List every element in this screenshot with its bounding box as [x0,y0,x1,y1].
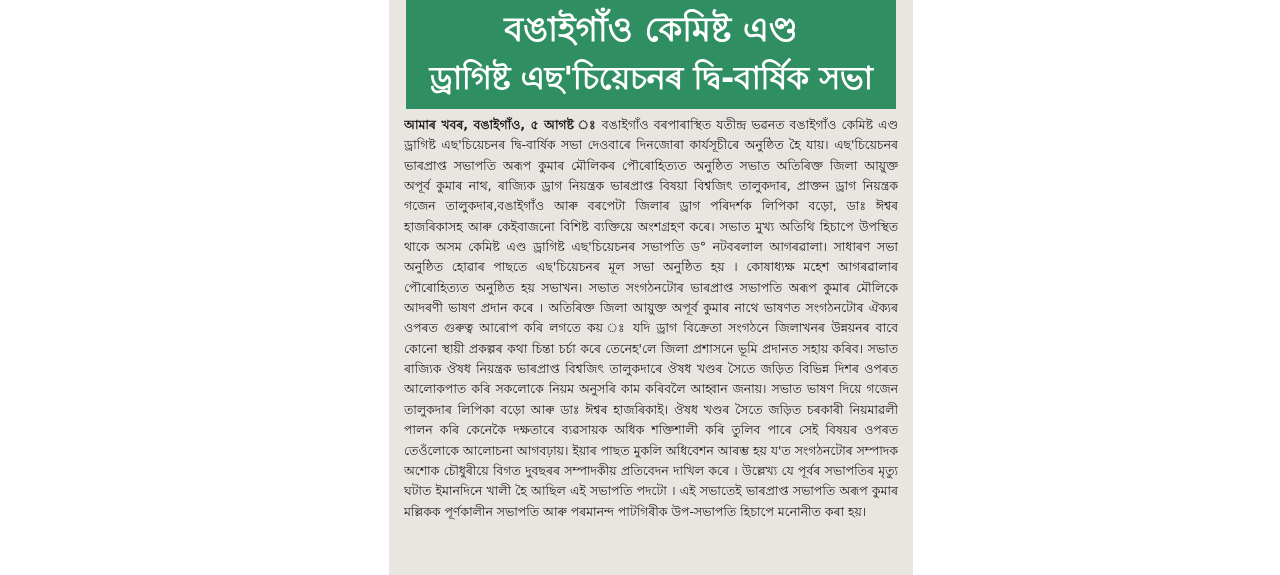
article-dateline: আমাৰ খবৰ, বঙাইগাঁও, ৫ আগষ্ট ঃ [404,117,597,132]
headline-line-1: বঙাইগাঁও কেমিষ্ট এণ্ড [504,10,798,50]
headline-line-2: ড্ৰাগিষ্ট এছ'চিয়েচনৰ দ্বি-বাৰ্ষিক সভা [429,59,873,97]
article-text: বঙাইগাঁও বৰপাৰাস্থিত যতীন্দ্ৰ ভৱনত বঙাইগাঁও কেমিষ্ট এণ্ড ড্ৰাগিষ্ট এছ'চিয়েচনৰ দ্বি-বাৰ্ষিক সভা দেওবাৰে দিনজোৰা কাৰ্যসূচীৰে অনুষ্ঠিত হৈ যায়। এছ'চিয়েচনৰ ভাৰপ্ৰাপ্ত সভাপতি অৰূপ কুমাৰ মৌলিকৰ পৌৰোহিত্যত অনুষ্ঠিত সভাত অতিৰিক্ত জিলা আয়ুক্ত অপূৰ্ব কুমাৰ নাথ, ৰাজ্যিক ড্ৰাগ নিয়ন্ত্ৰক ভাৰপ্ৰাপ্ত বিষয়া বিশ্বজিৎ তালুকদাৰ, প্ৰাক্তন ড্ৰাগ নিয়ন্ত্ৰক গজেন তালুকদাৰ,বঙাইগাঁও আৰু বৰপেটা জিলাৰ ড্ৰাগ পৰিদৰ্শক লিপিকা বড়ো, ডাঃ ঈশ্বৰ হাজৰিকাসহ আৰু কেইবাজনো বিশিষ্ট ব্যক্তিয়ে অংশগ্ৰহণ কৰে। সভাত মুখ্য অতিথি হিচাপে উপস্থিত থাকে অসম কেমিষ্ট এণ্ড ড্ৰাগিষ্ট এছ'চিয়েচনৰ সভাপতি ড° নটবৰলাল আগৰৱালা। সাধাৰণ সভা অনুষ্ঠিত হোৱাৰ পাছতে এছ'চিয়েচনৰ মূল সভা অনুষ্ঠিত হয় । কোষাধ্যক্ষ মহেশ আগৰৱালাৰ পৌৰোহিত্যত অনুষ্ঠিত হয় সভাখন। সভাত সংগঠনটোৰ ভাৰপ্ৰাপ্ত সভাপতি অৰূপ কুমাৰ মৌলিকে আদৰণী ভাষণ প্ৰদান কৰে । অতিৰিক্ত জিলা আয়ুক্ত অপূৰ্ব কুমাৰ নাথে ভাষণত সংগঠনটোৰ ঐক্যৰ ওপৰত গুৰুত্ব আৰোপ কৰি লগতে কয় ঃ যদি ড্ৰাগ বিক্ৰেতা সংগঠনে জিলাখনৰ উন্নয়নৰ বাবে কোনো স্থায়ী প্ৰকল্পৰ কথা চিন্তা চৰ্চা কৰে তেনেহ'লে জিলা প্ৰশাসনে ভূমি প্ৰদানত সহায় কৰিব। সভাত ৰাজ্যিক ঔষধ নিয়ন্ত্ৰক ভাৰপ্ৰাপ্ত বিশ্বজিৎ তালুকদাৰে ঔষধ খণ্ডৰ সৈতে জড়িত বিভিন্ন দিশৰ ওপৰত আলোকপাত কৰি সকলোকে নিয়ম অনুসৰি কাম কৰিবলৈ আহ্বান জনায়। সভাত ভাষণ দিয়ে গজেন তালুকদাৰ লিপিকা বড়ো আৰু ডাঃ ঈশ্বৰ হাজৰিকাই। ঔষধ খণ্ডৰ সৈতে জড়িত চৰকাৰী নিয়মাৱলী পালন কৰি কেনেকৈ দক্ষতাৰে ব্যৱসায়ক অধিক শক্তিশালী কৰি তুলিব পাৰে সেই বিষয়ৰ ওপৰত তেওঁলোকে আলোচনা আগবঢ়ায়। ইয়াৰ পাছত মুকলি অধিবেশন আৰম্ভ হয় য'ত সংগঠনটোৰ সম্পাদক অশোক চৌধুৰীয়ে বিগত দুবছৰৰ সম্পাদকীয় প্ৰতিবেদন দাখিল কৰে । উল্লেখ্য যে পূৰ্বৰ সভাপতিৰ মৃত্যু ঘটাত ইমানদিনে খালী হৈ আছিল এই সভাপতি পদটো । এই সভাতেই ভাৰপ্ৰাপ্ত সভাপতি অৰূপ কুমাৰ মল্লিকক পূৰ্ণকালীন সভাপতি আৰু পৰমানন্দ পাটগিৰীক উপ-সভাপতি হিচাপে মনোনীত কৰা হয়। [404,117,898,519]
article-body [404,115,898,573]
headline-banner [406,0,896,109]
newspaper-clipping [389,0,913,575]
